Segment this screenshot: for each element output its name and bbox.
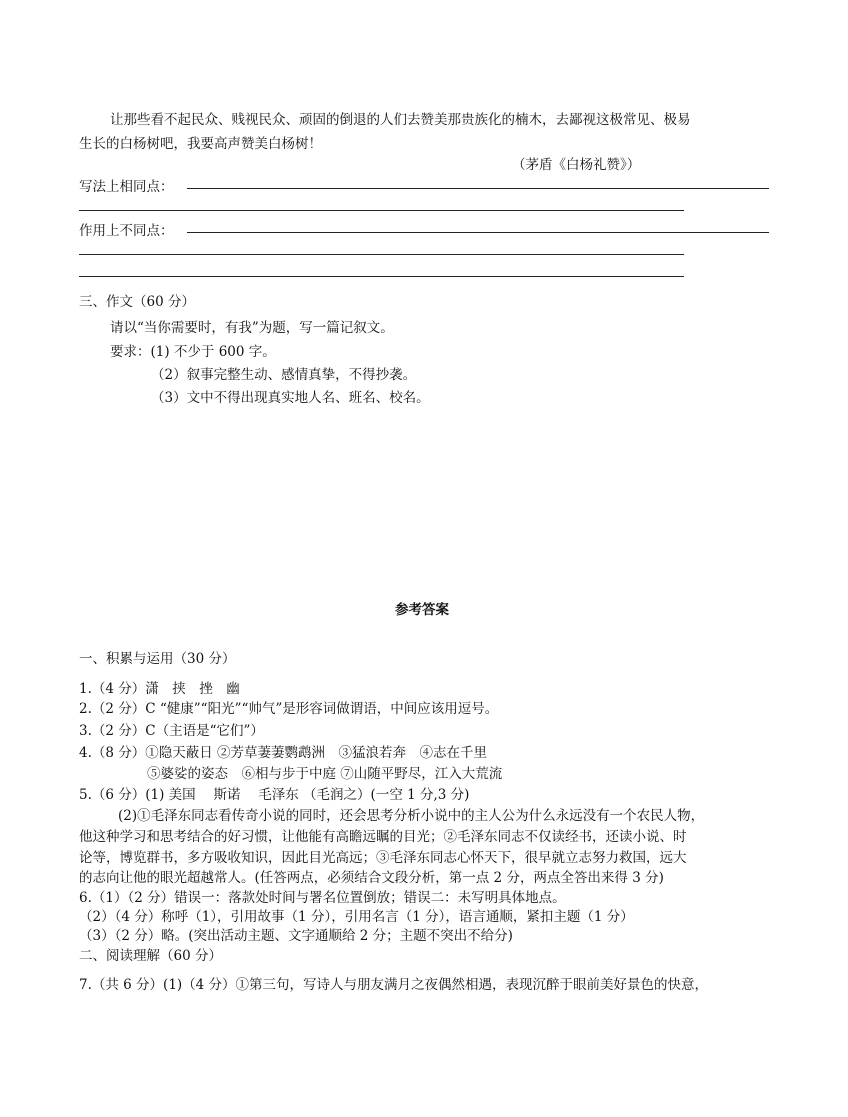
passage-line-2: 生长的白杨树吧，我要高声赞美白杨树！	[79, 136, 322, 152]
different-label: 作用上不同点：	[79, 223, 174, 239]
section-1-heading: 一、积累与运用（30 分）	[79, 651, 236, 667]
answer-q5-part2-line-1: (2)①毛泽东同志看传奇小说的同时，还会思考分析小说中的主人公为什么永远没有一个农民人物，	[118, 808, 705, 824]
answer-q1: 1.（4 分）潇 挟 挫 幽	[79, 681, 240, 697]
answer-line	[187, 232, 769, 233]
answer-q6-part3: （3）（2 分）略。(突出活动主题、文字通顺给 2 分；主题不突出不给分)	[79, 928, 513, 944]
answer-q5-line-1: 5.（6 分）(1) 美国 斯诺 毛泽东 （毛润之）(一空 1 分,3 分)	[79, 787, 470, 803]
passage-source: （茅盾《白杨礼赞》）	[512, 157, 641, 173]
answer-q5-part2-line-2: 他这种学习和思考结合的好习惯，让他能有高瞻远瞩的目光；②毛泽东同志不仅读经书，还读小说、时	[79, 829, 687, 845]
answer-line	[79, 254, 684, 255]
section-2-heading: 二、阅读理解（60 分）	[79, 948, 222, 964]
answer-q6-part1: 6.（1）（2 分）错误一：落款处时间与署名位置倒放；错误二：未写明具体地点。	[79, 890, 566, 906]
similar-label: 写法上相同点：	[79, 179, 174, 195]
answer-q5-part2-line-4: 的志向让他的眼光超越常人。(任答两点，必须结合文段分析，第一点 2 分，两点全答出来得 3 分)	[79, 870, 664, 886]
answer-line	[79, 276, 684, 277]
answer-q7: 7.（共 6 分）(1)（4 分）①第三句，写诗人与朋友满月之夜偶然相遇，表现沉醉于眼前美好景色的快意，	[79, 977, 709, 993]
composition-heading: 三、作文（60 分）	[79, 294, 195, 310]
answer-q2: 2.（2 分）C “健康”“阳光”“帅气”是形容词做谓语，中间应该用逗号。	[79, 701, 499, 717]
composition-prompt: 请以“当你需要时，有我”为题，写一篇记叙文。	[110, 320, 394, 336]
answer-line	[79, 210, 684, 211]
passage-line-1: 让那些看不起民众、贱视民众、顽固的倒退的人们去赞美那贵族化的楠木，去鄙视这极常见、极易	[110, 112, 691, 128]
answer-line	[187, 188, 769, 189]
answer-q6-part2: （2）（4 分）称呼（1），引用故事（1 分），引用名言（1 分），语言通顺，紧扣主题（1 分）	[79, 909, 634, 925]
answer-q5-part2-line-3: 论等，博览群书，多方吸收知识，因此目光高远；③毛泽东同志心怀天下，很早就立志努力救国，远大	[79, 850, 687, 866]
requirement-3: （3）文中不得出现真实地人名、班名、校名。	[151, 390, 430, 406]
answer-q4-line-2: ⑤婆娑的姿态 ⑥相与步于中庭 ⑦山随平野尽，江入大荒流	[147, 766, 503, 782]
answers-title: 参考答案	[395, 602, 449, 618]
answer-q4-line-1: 4.（8 分）①隐天蔽日 ②芳草萋萋鹦鹉洲 ③猛浪若奔 ④志在千里	[79, 745, 488, 761]
requirement-1: 要求：(1) 不少于 600 字。	[110, 344, 276, 360]
requirement-2: （2）叙事完整生动、感情真挚，不得抄袭。	[151, 367, 417, 383]
answer-q3: 3.（2 分）C（主语是“它们”）	[79, 723, 264, 739]
